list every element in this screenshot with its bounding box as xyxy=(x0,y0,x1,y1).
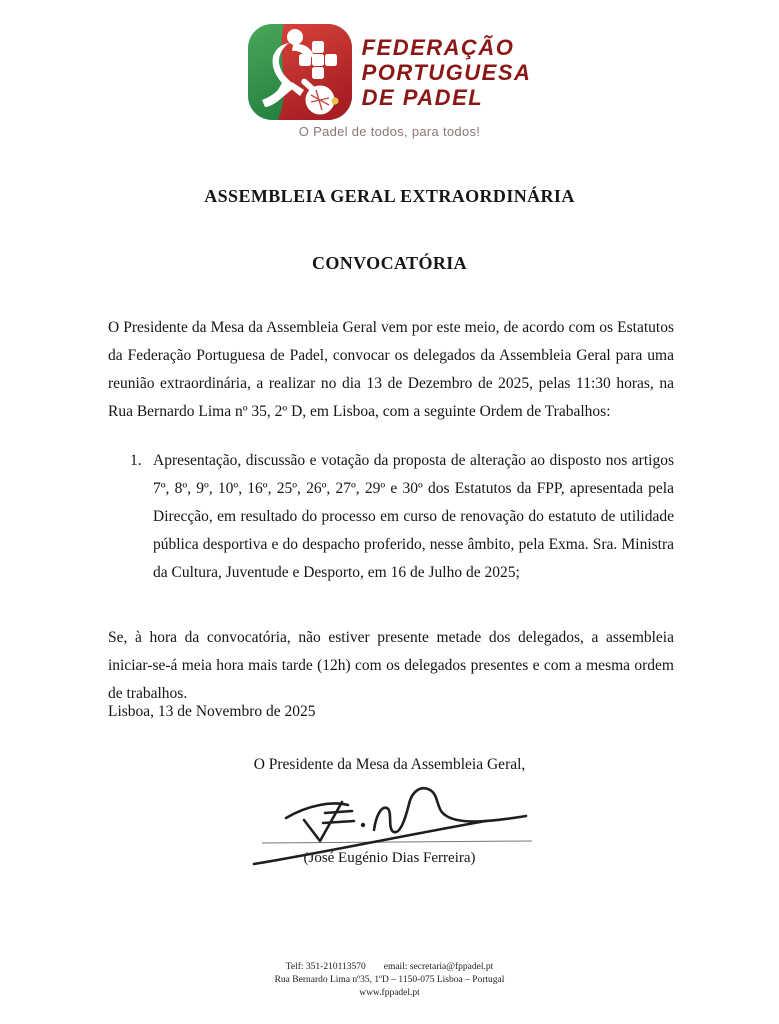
footer-address: Rua Bernardo Lima nº35, 1ºD – 1150-075 Lisboa – Portugal xyxy=(274,975,505,985)
signature-name: (José Eugénio Dias Ferreira) xyxy=(303,850,476,866)
fpp-logo-icon xyxy=(248,24,352,120)
quorum-paragraph: Se, à hora da convocatória, não estiver presente metade dos delegados, a assembleia iniciar-se-á meia hora mais tarde (12h) com os delegados presentes e com a mesma ordem de trabalhos. xyxy=(108,629,674,702)
brand-line-2: PORTUGUESA xyxy=(361,59,532,85)
intro-paragraph: O Presidente da Mesa da Assembleia Geral vem por este meio, de acordo com os Estatutos da Federação Portuguesa de Padel, convocar os delegados da Assembleia Geral para uma reunião extraordinária, a realizar no dia 13 de Dezembro de 2025, pelas 11:30 horas, na Rua Bernardo Lima nº 35, 2º D, em Lisboa, com a seguinte Ordem de Trabalhos: xyxy=(108,319,674,420)
footer-email: email: secretaria@fppadel.pt xyxy=(383,962,494,972)
signature-title: O Presidente da Mesa da Assembleia Geral, xyxy=(253,756,526,773)
agenda-item-number: 1. xyxy=(130,452,142,469)
document-subtitle: CONVOCATÓRIA xyxy=(311,253,468,273)
brand-tagline: O Padel de todos, para todos! xyxy=(298,124,481,139)
brand-wordmark xyxy=(362,35,532,110)
footer-website: www.fppadel.pt xyxy=(359,988,420,998)
agenda-item-1 xyxy=(130,447,674,587)
dateline: Lisboa, 13 de Novembro de 2025 xyxy=(108,703,316,720)
fpp-logo xyxy=(0,24,779,120)
document-title: ASSEMBLEIA GERAL EXTRAORDINÁRIA xyxy=(204,186,575,206)
footer-contact-line xyxy=(0,961,779,974)
brand-line-1: FEDERAÇÃO xyxy=(361,34,515,60)
agenda-item-text: Apresentação, discussão e votação da proposta de alteração ao disposto nos artigos 7º, 8º, 9º, 10º, 16º, 25º, 26º, 27º, 29º e 30º dos Estatutos da FPP, apresentada pela Direcção, em resultado do processo em curso de renovação do estatuto de utilidade pública desportiva e do despacho proferido, nesse âmbito, pela Exma. Sra. Ministra da Cultura, Juventude e Desporto, em 16 de Julho de 2025; xyxy=(153,452,674,581)
brand-line-3: DE PADEL xyxy=(361,84,484,110)
footer xyxy=(0,961,779,1000)
footer-phone: Telf: 351-210113570 xyxy=(285,962,366,972)
